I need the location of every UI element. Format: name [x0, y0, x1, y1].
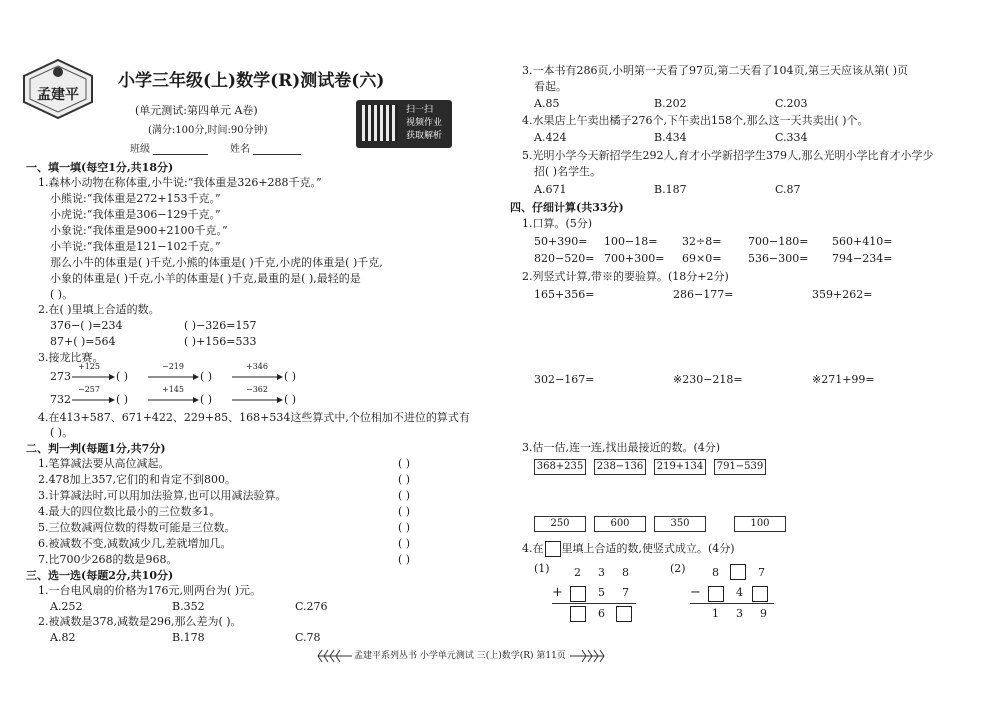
logo-text: 孟建平: [37, 87, 79, 103]
puzzle-rule: [690, 603, 774, 604]
puzzle-blank-box[interactable]: [570, 606, 586, 622]
oral-title: 1.口算。(5分): [522, 217, 593, 230]
choice-5-option-c[interactable]: C.87: [775, 183, 801, 196]
q1-intro: 1.森林小动物在称体重,小牛说:“我体重是326+288千克。”: [38, 176, 322, 189]
judge-answer-7[interactable]: ( ): [398, 553, 411, 566]
choice-1-option-b[interactable]: B.352: [172, 600, 205, 613]
q1-answer-line-1[interactable]: 那么小牛的体重是( )千克,小熊的体重是( )千克,小虎的体重是( )千克,: [50, 256, 383, 269]
puzzle-digit: 9: [760, 607, 767, 620]
oral-item[interactable]: 700+300=: [604, 252, 665, 265]
choice-4-option-b[interactable]: B.434: [654, 131, 687, 144]
choice-4-question[interactable]: 4.水果店上午卖出橘子276个,下午卖出158个,那么这一天共卖出( )个。: [522, 114, 869, 127]
box-icon: [545, 541, 561, 557]
puzzle-digit: 3: [598, 566, 605, 579]
vertical-calc-item[interactable]: 165+356=: [534, 288, 595, 301]
puzzle-digit: 7: [622, 586, 629, 599]
vertical-calc-item[interactable]: 286−177=: [673, 288, 734, 301]
section-2-title: 二、判一判(每题1分,共7分): [26, 442, 166, 455]
choice-3-option-c[interactable]: C.203: [775, 97, 808, 110]
q2-intro: 2.在( )里填上合适的数。: [38, 303, 160, 316]
judge-answer-3[interactable]: ( ): [398, 489, 411, 502]
estimate-title: 3.估一估,连一连,找出最接近的数。(4分): [522, 441, 721, 454]
oral-item[interactable]: 69×0=: [682, 252, 722, 265]
puzzle-digit: 8: [712, 566, 719, 579]
name-label: 姓名: [230, 144, 250, 155]
chain-1-op-3: +346: [246, 362, 268, 371]
judge-item-2: 2.478加上357,它们的和肯定不到800。: [38, 473, 236, 486]
q4-line-1: 4.在413+587、671+422、229+85、168+534这些算式中,个位相加不进位的算式有: [38, 411, 470, 424]
estimate-expr-box[interactable]: 238−136: [594, 459, 646, 475]
q1-line-tiger: 小虎说:“我体重是306−129千克。”: [50, 208, 221, 221]
chain-2-blank-3[interactable]: ( ): [284, 393, 297, 406]
q1-line-sheep: 小羊说:“我体重是121−102千克。”: [50, 240, 221, 253]
puzzle-digit: 4: [736, 586, 743, 599]
footer-ornament-left-icon: [318, 650, 352, 662]
estimate-expr-box[interactable]: 219+134: [654, 459, 706, 475]
q1-line-elephant: 小象说:“我体重是900+2100千克。”: [50, 224, 228, 237]
puzzle-operator: −: [690, 585, 701, 600]
choice-2-option-c[interactable]: C.78: [295, 631, 321, 644]
puzzle-digit: 2: [574, 566, 581, 579]
judge-item-3: 3.计算减法时,可以用加法验算,也可以用减法验算。: [38, 489, 287, 502]
choice-2-option-b[interactable]: B.178: [172, 631, 205, 644]
choice-3-line-2: 看起。: [534, 80, 567, 93]
qr-grid: [362, 105, 398, 141]
q1-answer-line-3[interactable]: ( )。: [50, 288, 74, 301]
section-3-title: 三、选一选(每题2分,共10分): [26, 569, 174, 582]
vertical-calc-item[interactable]: ※230−218=: [673, 373, 743, 386]
q2-item-c[interactable]: 87+( )=564: [50, 335, 116, 348]
judge-item-7: 7.比700少268的数是968。: [38, 553, 178, 566]
fill-title-suffix: 里填上合适的数,使竖式成立。(4分): [561, 542, 735, 555]
footer-ornament-right-icon: [570, 650, 604, 662]
choice-5-line-1: 5.光明小学今天新招学生292人,育才小学新招学生379人,那么光明小学比育才小学少: [522, 149, 934, 162]
estimate-expr-box[interactable]: 368+235: [534, 459, 586, 475]
q1-answer-line-2[interactable]: 小象的体重是( )千克,小羊的体重是( )千克,最重的是( ),最轻的是: [50, 272, 361, 285]
chain-1-blank-1[interactable]: ( ): [116, 370, 129, 383]
name-blank[interactable]: [253, 154, 301, 155]
subtitle: (单元测试:第四单元 A卷): [135, 104, 258, 117]
oral-item[interactable]: 50+390=: [534, 235, 588, 248]
logo: [22, 58, 94, 120]
qr-text-3: 获取解析: [406, 131, 443, 141]
chain-1-op-2: −219: [162, 362, 184, 371]
oral-item[interactable]: 700−180=: [748, 235, 809, 248]
choice-3-line-1[interactable]: 3.一本书有286页,小明第一天看了97页,第二天看了104页,第三天应该从第( )页: [522, 64, 909, 77]
qr-text-2: 视频作业: [406, 118, 443, 128]
chain-2-blank-2[interactable]: ( ): [200, 393, 213, 406]
judge-answer-4[interactable]: ( ): [398, 505, 411, 518]
oral-item[interactable]: 32÷8=: [682, 235, 722, 248]
choice-1-question[interactable]: 1.一台电风扇的价格为176元,则两台为( )元。: [38, 584, 262, 597]
judge-answer-1[interactable]: ( ): [398, 457, 411, 470]
chain-2-op-3: −362: [246, 385, 268, 394]
estimate-value-box[interactable]: 250: [534, 516, 586, 532]
oral-item[interactable]: 820−520=: [534, 252, 595, 265]
section-4-title: 四、仔细计算(共33分): [510, 201, 624, 214]
vertical-calc-item[interactable]: 302−167=: [534, 373, 595, 386]
puzzle-blank-box[interactable]: [708, 586, 724, 602]
puzzle-rule: [552, 603, 636, 604]
choice-1-option-a[interactable]: A.252: [50, 600, 83, 613]
chain-2-op-1: −257: [78, 385, 100, 394]
puzzle-digit: 5: [598, 586, 605, 599]
puzzle-digit: 6: [598, 607, 605, 620]
oral-item[interactable]: 794−234=: [832, 252, 893, 265]
vertical-calc-item[interactable]: ※271+99=: [812, 373, 875, 386]
qr-code: [356, 100, 452, 148]
oral-item[interactable]: 536−300=: [748, 252, 809, 265]
chain-1-blank-3[interactable]: ( ): [284, 370, 297, 383]
judge-item-4: 4.最大的四位数比最小的三位数多1。: [38, 505, 221, 518]
q2-item-a[interactable]: 376−( )=234: [50, 319, 123, 332]
choice-5-line-2[interactable]: 招( )名学生。: [534, 165, 602, 178]
qr-text-1: 扫一扫: [406, 105, 434, 115]
q4-line-2[interactable]: ( )。: [50, 426, 74, 439]
puzzle-blank-box[interactable]: [752, 586, 768, 602]
judge-item-1: 1.笔算减法要从高位减起。: [38, 457, 170, 470]
puzzle-blank-box[interactable]: [616, 606, 632, 622]
judge-answer-5[interactable]: ( ): [398, 521, 411, 534]
puzzle-operator: +: [552, 585, 563, 600]
q1-line-bear: 小熊说:“我体重是272+153千克。”: [50, 192, 221, 205]
estimate-expr-box[interactable]: 791−539: [714, 459, 766, 475]
oral-item[interactable]: 560+410=: [832, 235, 893, 248]
fill-title-prefix: 4.在: [522, 542, 544, 555]
choice-4-option-a[interactable]: A.424: [534, 131, 567, 144]
puzzle-1-label: (1): [534, 562, 550, 575]
q2-item-d[interactable]: ( )+156=533: [184, 335, 257, 348]
class-blank[interactable]: [153, 154, 208, 155]
puzzle-blank-box[interactable]: [570, 586, 586, 602]
q3-intro: 3.接龙比赛。: [38, 351, 104, 364]
choice-5-option-a[interactable]: A.671: [534, 183, 567, 196]
footer-text: 孟建平系列丛书 小学单元测试 三(上)数学(R) 第11页: [354, 651, 566, 661]
score-time: (满分:100分,时间:90分钟): [148, 125, 268, 136]
chain-1-blank-2[interactable]: ( ): [200, 370, 213, 383]
puzzle-2-label: (2): [670, 562, 686, 575]
choice-2-option-a[interactable]: A.82: [50, 631, 76, 644]
chain-2-blank-1[interactable]: ( ): [116, 393, 129, 406]
chain-2-op-2: +145: [162, 385, 184, 394]
fill-title: [522, 541, 735, 557]
page-title: 小学三年级(上)数学(R)测试卷(六): [118, 71, 385, 91]
estimate-value-box[interactable]: 100: [734, 516, 786, 532]
puzzle-digit: 3: [736, 607, 743, 620]
choice-3-option-b[interactable]: B.202: [654, 97, 687, 110]
vertical-calc-item[interactable]: 359+262=: [812, 288, 873, 301]
chain-2-start: 732: [50, 393, 71, 406]
judge-answer-2[interactable]: ( ): [398, 473, 411, 486]
estimate-value-box[interactable]: 600: [594, 516, 646, 532]
choice-2-question[interactable]: 2.被减数是378,减数是296,那么差为( )。: [38, 615, 242, 628]
choice-4-option-c[interactable]: C.334: [775, 131, 808, 144]
puzzle-digit: 8: [622, 566, 629, 579]
puzzle-digit: 1: [712, 607, 719, 620]
oral-item[interactable]: 100−18=: [604, 235, 658, 248]
choice-3-option-a[interactable]: A.85: [534, 97, 560, 110]
estimate-value-box[interactable]: 350: [654, 516, 706, 532]
judge-item-6: 6.被减数不变,减数减少几,差就增加几。: [38, 537, 232, 550]
puzzle-digit: 7: [758, 566, 765, 579]
chain-1-start: 273: [50, 370, 71, 383]
q2-item-b[interactable]: ( )−326=157: [184, 319, 257, 332]
choice-1-option-c[interactable]: C.276: [295, 600, 328, 613]
section-1-title: 一、填一填(每空1分,共18分): [26, 161, 174, 174]
chain-1-op-1: +125: [78, 362, 100, 371]
judge-item-5: 5.三位数减两位数的得数可能是三位数。: [38, 521, 236, 534]
vertical-calc-title: 2.列竖式计算,带※的要验算。(18分+2分): [522, 270, 729, 283]
puzzle-blank-box[interactable]: [730, 564, 746, 580]
choice-5-option-b[interactable]: B.187: [654, 183, 687, 196]
judge-answer-6[interactable]: ( ): [398, 537, 411, 550]
class-label: 班级: [130, 144, 150, 155]
